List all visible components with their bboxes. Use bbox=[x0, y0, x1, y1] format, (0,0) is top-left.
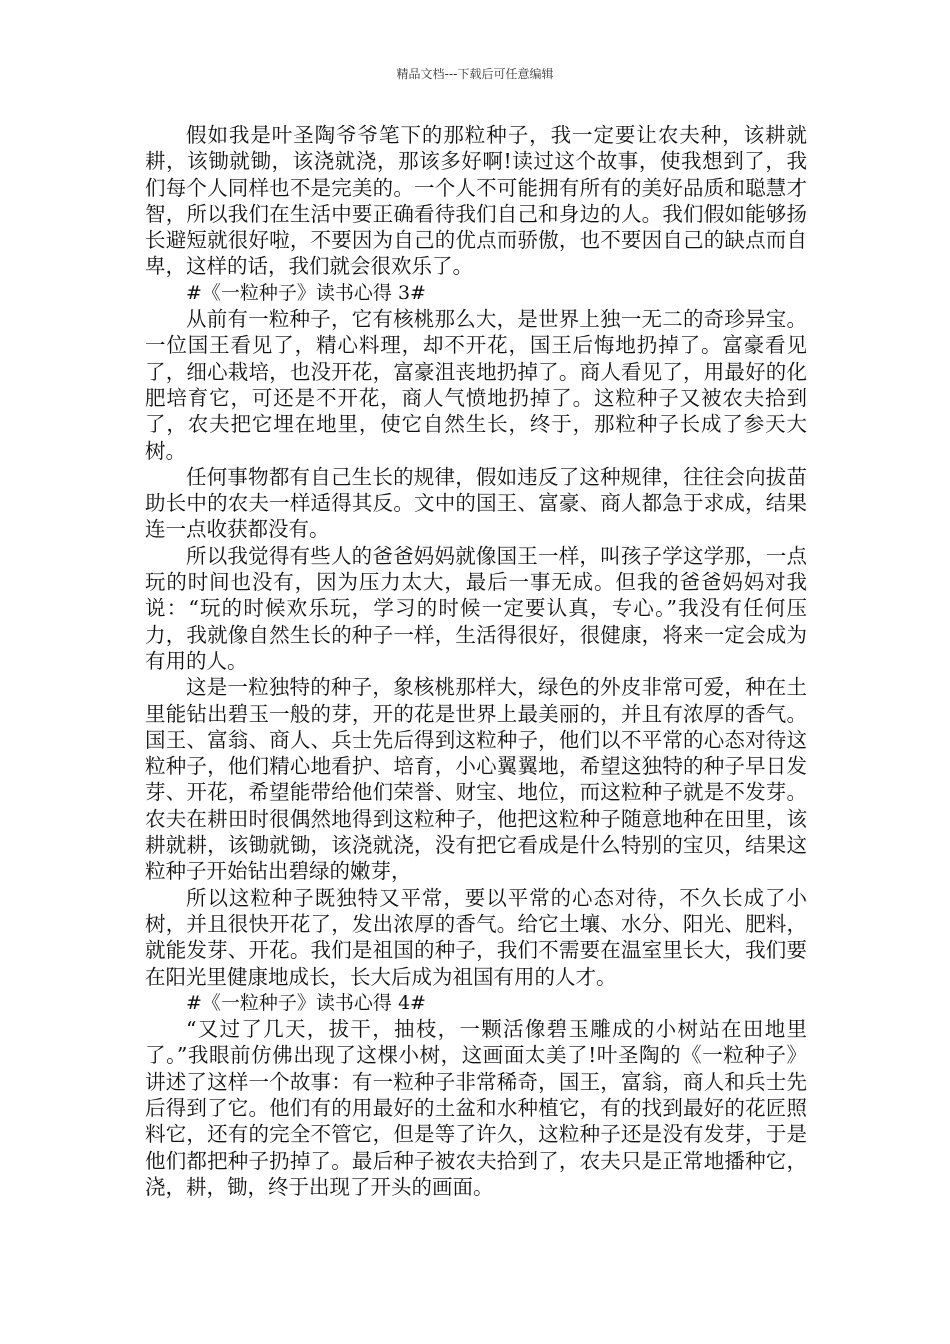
paragraph-6: 所以这粒种子既独特又平常，要以平常的心态对待，不久长成了小树，并且很快开花了，发出浓厚的香气。给它土壤、水分、阳光、肥料，就能发芽、开花。我们是祖国的种子，我们不需要在温室里长大，我们要在阳光里健康地成长，长大后成为祖国有用的人才。 bbox=[145, 885, 807, 989]
document-body bbox=[145, 122, 807, 1200]
page-header: 精品文档---下载后可任意编辑 bbox=[396, 67, 554, 81]
paragraph-1: 假如我是叶圣陶爷爷笔下的那粒种子，我一定要让农夫种，该耕就耕，该锄就锄，该浇就浇，那该多好啊!读过这个故事，使我想到了，我们每个人同样也不是完美的。一个人不可能拥有所有的美好品质和聪慧才智，所以我们在生活中要正确看待我们自己和身边的人。我们假如能够扬长避短就很好啦，不要因为自己的优点而骄傲，也不要因自己的缺点而自卑，这样的话，我们就会很欢乐了。 bbox=[145, 123, 807, 279]
paragraph-4: 所以我觉得有些人的爸爸妈妈就像国王一样，叫孩子学这学那，一点玩的时间也没有，因为压力太大，最后一事无成。但我的爸爸妈妈对我说：“玩的时候欢乐玩，学习的时候一定要认真，专心。”我没有任何压力，我就像自然生长的种子一样，生活得很好，很健康，将来一定会成为有用的人。 bbox=[145, 543, 807, 673]
paragraph-5: 这是一粒独特的种子，象核桃那样大，绿色的外皮非常可爱，种在土里能钻出碧玉一般的芽，开的花是世界上最美丽的，并且有浓厚的香气。国王、富翁、商人、兵士先后得到这粒种子，他们以不平常的心态对待这粒种子，他们精心地看护、培育，小心翼翼地，希望这独特的种子早日发芽、开花，希望能带给他们荣誉、财宝、地位，而这粒种子就是不发芽。农夫在耕田时很偶然地得到这粒种子，他把这粒种子随意地种在田里，该耕就耕，该锄就锄，该浇就浇，没有把它看成是什么特别的宝贝，结果这粒种子开始钻出碧绿的嫩芽， bbox=[145, 675, 807, 884]
paragraph-3: 任何事物都有自己生长的规律，假如违反了这种规律，往往会向拔苗助长中的农夫一样适得其反。文中的国王、富豪、商人都急于求成，结果连一点收获都没有。 bbox=[145, 464, 807, 542]
paragraph-7: “又过了几天，拔干，抽枝，一颗活像碧玉雕成的小树站在田地里了。”我眼前仿佛出现了这棵小树，这画面太美了!叶圣陶的《一粒种子》讲述了这样一个故事：有一粒种子非常稀奇，国王，富翁，商人和兵士先后得到了它。他们有的用最好的土盆和水种植它，有的找到最好的花匠照料它，还有的完全不管它，但是等了许久，这粒种子还是没有发芽，于是他们都把种子扔掉了。最后种子被农夫拾到了，农夫只是正常地播种它，浇，耕，锄，终于出现了开头的画面。 bbox=[145, 1017, 807, 1199]
paragraph-2: 从前有一粒种子，它有核桃那么大，是世界上独一无二的奇珍异宝。一位国王看见了，精心料理，却不开花，国王后悔地扔掉了。富豪看见了，细心栽培，也没开花，富豪沮丧地扔掉了。商人看见了，用最好的化肥培育它，可还是不开花，商人气愤地扔掉了。这粒种子又被农夫拾到了，农夫把它埋在地里，使它自然生长，终于，那粒种子长成了参天大树。 bbox=[145, 307, 807, 463]
section-heading-3: #《一粒种子》读书心得 3# bbox=[186, 281, 426, 304]
section-heading-4: #《一粒种子》读书心得 4# bbox=[186, 991, 426, 1014]
